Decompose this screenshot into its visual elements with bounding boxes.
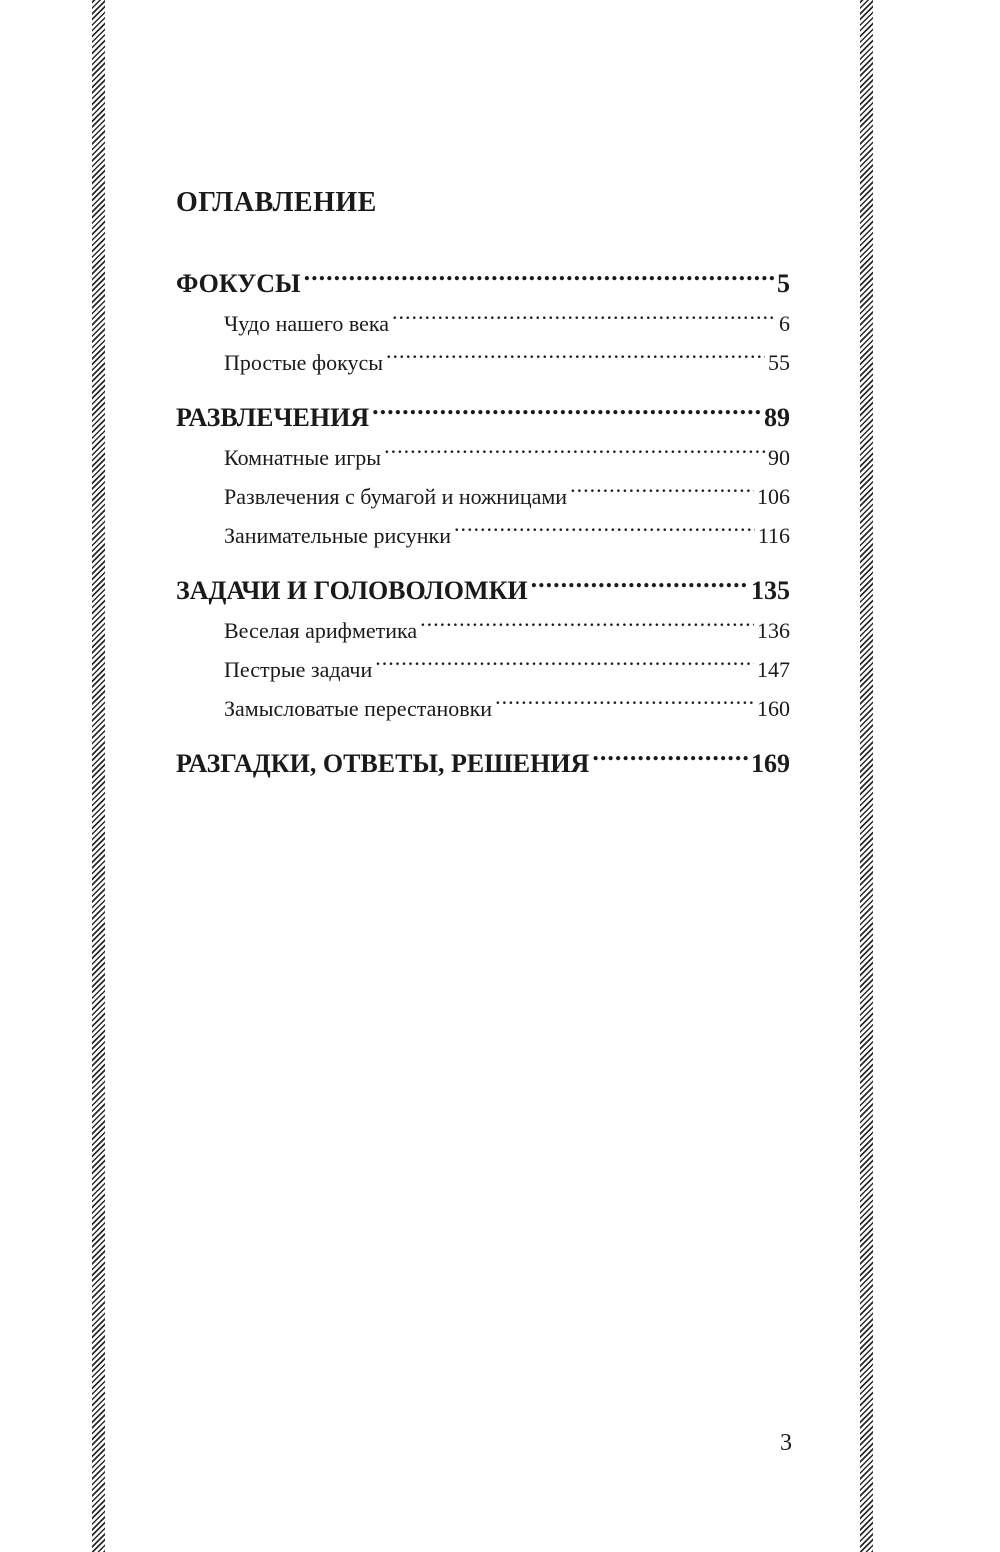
toc-subsection-page: 160: [757, 695, 790, 721]
toc-section-title: РАЗВЛЕЧЕНИЯ: [176, 402, 370, 432]
page-number: 3: [780, 1430, 792, 1456]
toc-subsection-title: Чудо нашего века: [224, 310, 389, 336]
dot-leader: [570, 482, 754, 504]
toc-subsection-page: 136: [757, 617, 790, 643]
toc-subsection-page: 6: [779, 310, 790, 336]
dot-leader: [384, 443, 765, 465]
dot-leader: [454, 521, 755, 543]
toc-section-entry[interactable]: [176, 264, 790, 304]
toc-subsection-entry[interactable]: [176, 343, 790, 382]
dot-leader: [386, 348, 765, 370]
table-of-contents: [176, 186, 790, 784]
dot-leader: [531, 573, 748, 599]
toc-subsection-page: 90: [768, 444, 790, 470]
dot-leader: [495, 694, 754, 716]
toc-subsection-page: 147: [757, 656, 790, 682]
toc-subsection-title: Пестрые задачи: [224, 656, 373, 682]
toc-subsection-title: Комнатные игры: [224, 444, 382, 470]
toc-subsection-entry[interactable]: [176, 611, 790, 650]
toc-subsection-entry[interactable]: [176, 304, 790, 343]
toc-heading: ОГЛАВЛЕНИЕ: [176, 187, 377, 218]
toc-subsection-title: Развлечения с бумагой и ножницами: [224, 483, 568, 509]
dot-leader: [392, 309, 776, 331]
toc-section-page: 169: [751, 748, 790, 778]
dot-leader: [375, 655, 754, 677]
toc-section-page: 135: [751, 575, 790, 605]
toc-section-entry[interactable]: [176, 571, 790, 611]
dot-leader: [592, 746, 748, 772]
toc-subsection-entry[interactable]: [176, 477, 790, 516]
toc-section-entry[interactable]: [176, 744, 790, 784]
toc-section-entry[interactable]: [176, 398, 790, 438]
toc-subsection-page: 55: [768, 349, 790, 375]
toc-section-page: 5: [777, 268, 790, 298]
toc-subsection-entry[interactable]: [176, 650, 790, 689]
dot-leader: [372, 400, 761, 426]
toc-subsection-page: 106: [757, 483, 790, 509]
toc-section-title: ФОКУСЫ: [176, 268, 301, 298]
toc-subsection-title: Простые фокусы: [224, 349, 384, 375]
decorative-border-left: [92, 0, 105, 1552]
toc-subsection-title: Замысловатые перестановки: [224, 695, 493, 721]
toc-subsection-entry[interactable]: [176, 438, 790, 477]
toc-subsection-title: Занимательные рисунки: [224, 522, 451, 548]
toc-subsection-page: 116: [757, 522, 790, 548]
dot-leader: [420, 616, 754, 638]
toc-section-page: 89: [764, 402, 790, 432]
toc-section-title: ЗАДАЧИ И ГОЛОВОЛОМКИ: [176, 575, 528, 605]
decorative-border-right: [860, 0, 873, 1552]
toc-subsection-entry[interactable]: [176, 689, 790, 728]
toc-subsection-title: Веселая арифметика: [224, 617, 418, 643]
dot-leader: [304, 266, 774, 292]
toc-subsection-entry[interactable]: [176, 516, 790, 555]
toc-section-title: РАЗГАДКИ, ОТВЕТЫ, РЕШЕНИЯ: [176, 748, 590, 778]
